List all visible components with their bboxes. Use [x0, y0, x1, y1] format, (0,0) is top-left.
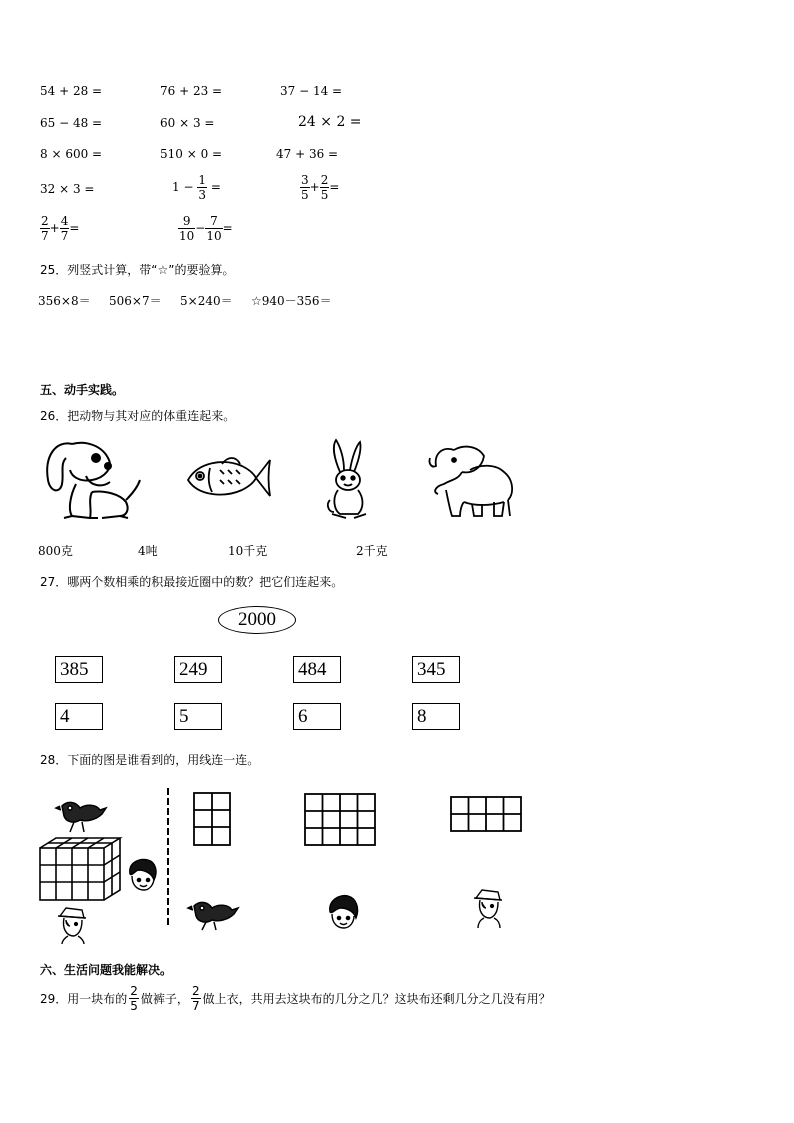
- weight-4: 2千克: [356, 544, 388, 558]
- fraction: $\frac{3}{5}$: [301, 173, 309, 202]
- top-number-box-2: 249: [174, 656, 222, 683]
- fraction: $\frac{1}{3}$: [198, 173, 206, 202]
- q25-item-1: 356×8＝: [38, 294, 91, 308]
- weight-2: 4吨: [138, 544, 158, 558]
- bird-icon: [56, 798, 108, 836]
- dog-illustration: [42, 436, 146, 522]
- problem-1: 54 + 28 =: [40, 84, 103, 98]
- q29-text-2: 做裤子，: [140, 992, 189, 1006]
- question-29: [40, 984, 551, 1013]
- rabbit-illustration: [318, 438, 378, 524]
- view-grid-2: [304, 793, 376, 846]
- fraction: $\frac{2}{5}$: [320, 173, 329, 202]
- bird-observer-icon: [188, 896, 240, 932]
- q29-text-1: 29．用一块布的: [40, 992, 128, 1006]
- problem-4: 65 − 48 =: [40, 116, 103, 130]
- q25-item-2: 506×7＝: [109, 294, 162, 308]
- bottom-number-box-3: 6: [293, 703, 341, 730]
- view-grid-3: [450, 796, 522, 832]
- bottom-number-box-4: 8: [412, 703, 460, 730]
- q29-text-3: 做上衣，共用去这块布的几分之几？这块布还剩几分之几没有用？: [202, 992, 551, 1006]
- problem-9: 47 + 36 =: [276, 147, 339, 161]
- girl-observer-icon: [326, 894, 360, 932]
- top-number-box-4: 345: [412, 656, 460, 683]
- q25-item-4: ☆940－356＝: [251, 294, 332, 308]
- boy-observer-icon: [472, 886, 504, 928]
- fraction: $\frac{2}{7}$: [41, 214, 49, 243]
- question-28-title: 28．下面的图是谁看到的，用线连一连。: [40, 753, 260, 767]
- problem-10: 32 × 3 =: [40, 182, 95, 196]
- divider-dashed-line: [166, 788, 170, 928]
- problem-12: $\frac{3}{5}$ + $\frac{2}{5}$ =: [301, 173, 340, 202]
- problem-2: 76 + 23 =: [160, 84, 223, 98]
- section-6-title: 六、生活问题我能解决。: [40, 963, 173, 977]
- bottom-number-box-2: 5: [174, 703, 222, 730]
- problem-3: 37 − 14 =: [280, 84, 343, 98]
- problem-5: 60 × 3 =: [160, 116, 215, 130]
- fraction: $\frac{2}{5}$: [130, 984, 138, 1013]
- bottom-number-box-1: 4: [55, 703, 103, 730]
- problem-8: 510 × 0 =: [160, 147, 223, 161]
- problem-14: $\frac{9}{10}$ − $\frac{7}{10}$ =: [179, 214, 233, 243]
- q25-item-3: 5×240＝: [180, 294, 233, 308]
- problem-11-prefix: 1 −: [172, 180, 194, 194]
- top-number-box-1: 385: [55, 656, 103, 683]
- fraction: $\frac{7}{10}$: [206, 214, 222, 243]
- view-grid-1: [193, 792, 231, 846]
- question-26-title: 26．把动物与其对应的体重连起来。: [40, 409, 236, 423]
- cube-stack-illustration: [38, 836, 124, 902]
- weight-1: 800克: [38, 544, 73, 558]
- fish-illustration: [184, 452, 274, 502]
- elephant-illustration: [424, 440, 518, 522]
- question-27-title: 27．哪两个数相乘的积最接近圈中的数？把它们连起来。: [40, 575, 344, 589]
- section-5-title: 五、动手实践。: [40, 383, 125, 397]
- target-number-circle: 2000: [218, 606, 296, 634]
- question-25-title: 25．列竖式计算，带“☆”的要验算。: [40, 263, 235, 277]
- fraction: $\frac{9}{10}$: [179, 214, 195, 243]
- weight-3: 10千克: [228, 544, 268, 558]
- boy-hat-icon: [56, 904, 88, 944]
- problem-7: 8 × 600 =: [40, 147, 103, 161]
- fraction: $\frac{4}{7}$: [60, 214, 69, 243]
- problem-13: $\frac{2}{7}$ + $\frac{4}{7}$ =: [41, 214, 80, 243]
- girl-face-icon: [126, 858, 158, 892]
- top-number-box-3: 484: [293, 656, 341, 683]
- problem-11: 1 − $\frac{1}{3}$ =: [172, 173, 221, 202]
- problem-6: 24 × 2 =: [298, 114, 362, 130]
- fraction: $\frac{2}{7}$: [191, 984, 200, 1013]
